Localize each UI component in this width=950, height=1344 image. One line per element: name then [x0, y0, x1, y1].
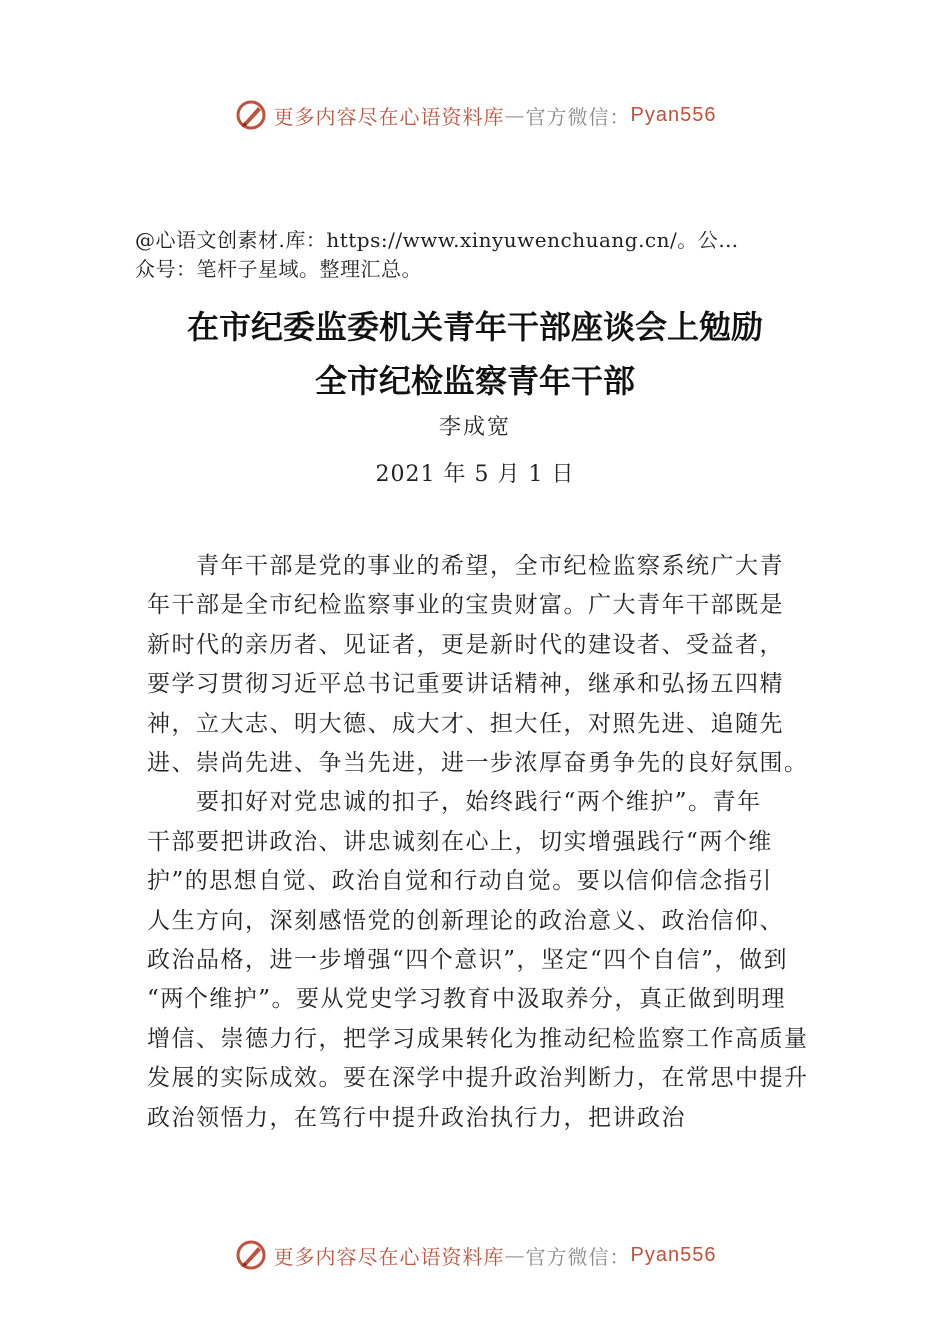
body-line: 要学习贯彻习近平总书记重要讲话精神，继承和弘扬五四精: [147, 671, 784, 698]
document-author: 李成宽: [438, 415, 511, 440]
watermark-wechat-id: Pyan556: [630, 103, 717, 126]
body-line: 年干部是全市纪检监察事业的宝贵财富。广大青年干部既是: [147, 592, 784, 619]
source-note-line: 众号：笔杆子星域。整理汇总。: [135, 257, 422, 281]
body-line: 青年干部是党的事业的希望，全市纪检监察系统广大青: [147, 553, 784, 579]
watermark-wechat-label: 官方微信：: [525, 1244, 631, 1269]
watermark-brand-text: 更多内容尽在心语资料库: [273, 1244, 505, 1269]
body-line: 政治品格，进一步增强“四个意识”，坚定“四个自信”，做到: [147, 947, 789, 974]
body-line: 人生方向，深刻感悟党的创新理论的政治意义、政治信仰、: [147, 907, 784, 934]
source-note: [135, 226, 825, 284]
title-line: 在市纪委监委机关青年干部座谈会上勉励: [186, 308, 763, 346]
body-line: 政治领悟力，在笃行中提升政治执行力，把讲政治: [147, 1104, 686, 1131]
watermark-banner-top: [0, 95, 950, 135]
body-line: 护”的思想自觉、政治自觉和行动自觉。要以信仰信念指引: [147, 868, 773, 895]
body-line: “两个维护”。要从党史学习教育中汲取养分，真正做到明理: [147, 986, 787, 1013]
document-body: [147, 547, 827, 1138]
body-line: 增信、崇德力行，把学习成果转化为推动纪检监察工作高质量: [147, 1025, 809, 1052]
body-line: 新时代的亲历者、见证者，更是新时代的建设者、受益者，: [147, 631, 784, 658]
body-line: 发展的实际成效。要在深学中提升政治判断力，在常思中提升: [147, 1065, 809, 1092]
watermark-banner-bottom: [0, 1235, 950, 1275]
document-title: [0, 300, 950, 408]
watermark-wechat-id: Pyan556: [630, 1243, 717, 1266]
watermark-wechat-label: 官方微信：: [525, 104, 631, 129]
body-line: 神，立大志、明大德、成大才、担大任，对照先进、追随先: [147, 710, 784, 737]
source-note-line: @心语文创素材.库：https://www.xinyuwenchuang.cn/。公…: [135, 228, 739, 252]
body-line: 干部要把讲政治、讲忠诚刻在心上，切实增强践行“两个维: [147, 828, 773, 855]
watermark-separator: —: [504, 103, 526, 127]
watermark-brand-text: 更多内容尽在心语资料库: [273, 104, 505, 129]
body-line: 进、崇尚先进、争当先进，进一步浓厚奋勇争先的良好氛围。: [147, 750, 809, 777]
watermark-separator: —: [504, 1243, 526, 1267]
body-line: 要扣好对党忠诚的扣子，始终践行“两个维护”。青年: [147, 789, 762, 816]
pen-seal-logo-icon: [234, 98, 268, 132]
title-line: 全市纪检监察青年干部: [314, 362, 635, 400]
pen-seal-logo-icon: [234, 1238, 268, 1272]
document-date: 2021 年 5 月 1 日: [375, 462, 575, 487]
